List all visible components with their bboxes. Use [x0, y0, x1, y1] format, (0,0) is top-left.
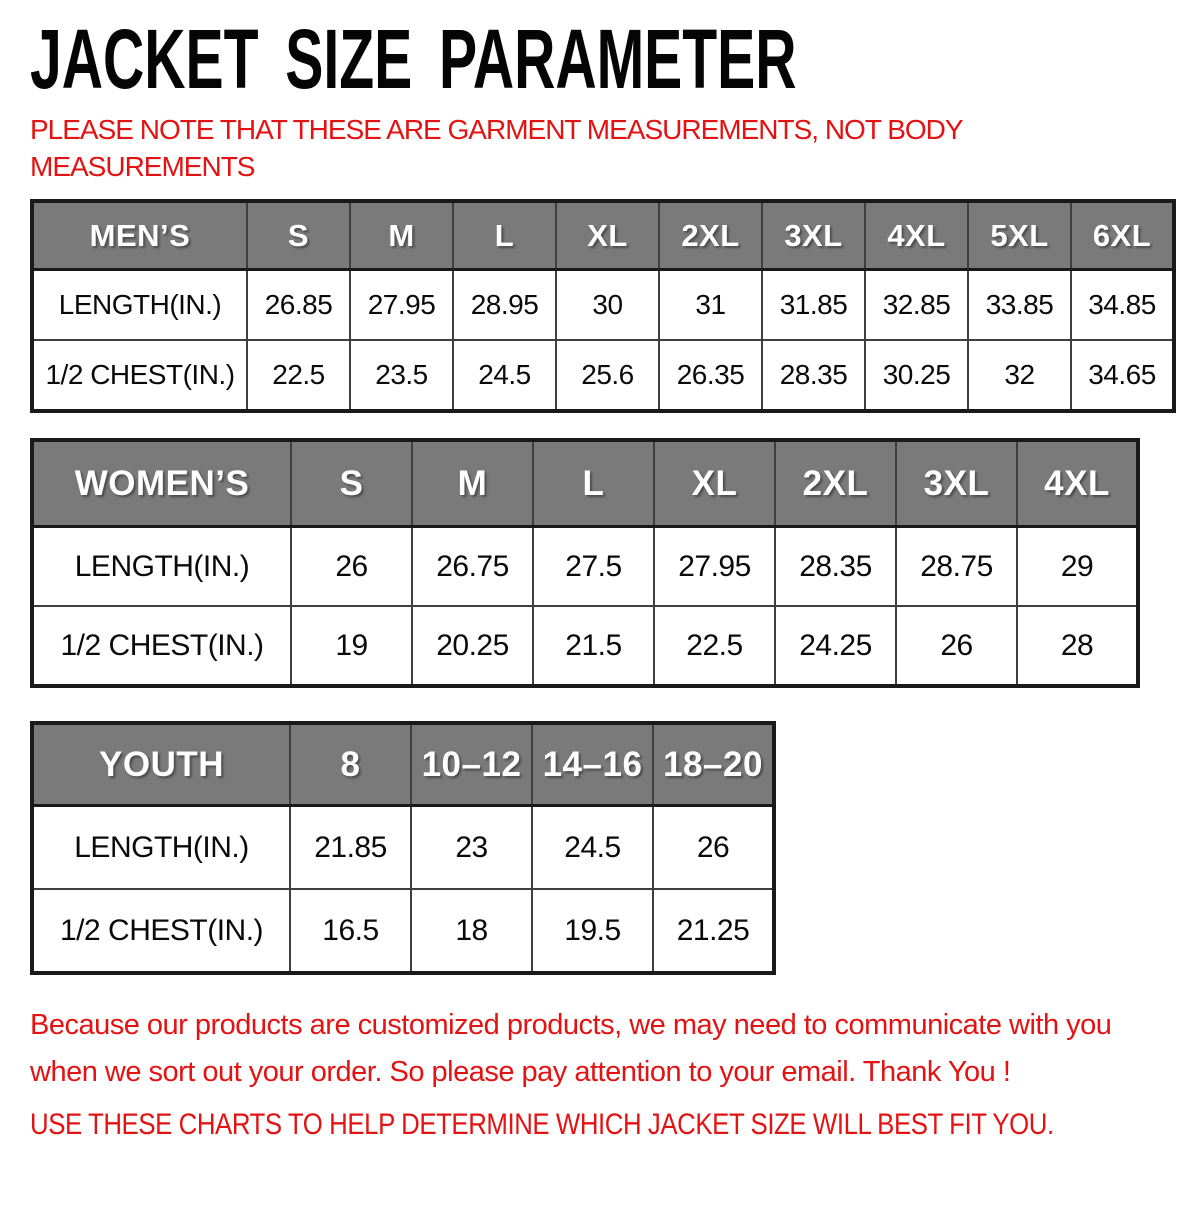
mens-size-value-cell: 34.65	[1071, 340, 1174, 411]
womens-size-value-cell: 26	[896, 606, 1017, 686]
youth-size-value-cell: 26	[653, 805, 774, 889]
mens-size-value-cell: 28.95	[453, 269, 556, 340]
mens-size-column-header: XL	[556, 201, 659, 269]
womens-size-value-cell: 19	[291, 606, 412, 686]
mens-measurement-row	[32, 269, 1174, 340]
youth-measurement-row	[32, 805, 774, 889]
womens-size-value-cell: 29	[1017, 526, 1138, 606]
womens-size-value-cell: 28.75	[896, 526, 1017, 606]
youth-row-label: 1/2 CHEST(IN.)	[32, 889, 290, 973]
womens-size-value-cell: 20.25	[412, 606, 533, 686]
custom-order-note-line-1: Because our products are customized products, we may need to communicate with you	[30, 1009, 1112, 1042]
mens-row-label: LENGTH(IN.)	[32, 269, 247, 340]
custom-order-note	[30, 1002, 1200, 1095]
youth-size-value-cell: 19.5	[532, 889, 653, 973]
mens-size-column-header: L	[453, 201, 556, 269]
mens-size-value-cell: 25.6	[556, 340, 659, 411]
charts-usage-note: USE THESE CHARTS TO HELP DETERMINE WHICH JACKET SIZE WILL BEST FIT YOU.	[30, 1108, 1054, 1142]
mens-size-column-header: 2XL	[659, 201, 762, 269]
womens-size-value-cell: 26.75	[412, 526, 533, 606]
mens-size-column-header: S	[247, 201, 350, 269]
mens-size-value-cell: 31.85	[762, 269, 865, 340]
mens-measurement-row	[32, 340, 1174, 411]
youth-header-row	[32, 723, 774, 805]
youth-size-value-cell: 16.5	[290, 889, 411, 973]
mens-table-title-cell: MEN’S	[32, 201, 247, 269]
youth-table-title-cell: YOUTH	[32, 723, 290, 805]
mens-size-value-cell: 32	[968, 340, 1071, 411]
garment-note-line-2: MEASUREMENTS	[30, 151, 255, 183]
womens-table-title-cell: WOMEN’S	[32, 440, 291, 526]
mens-size-value-cell: 30	[556, 269, 659, 340]
womens-size-table	[30, 438, 1140, 688]
mens-size-value-cell: 26.85	[247, 269, 350, 340]
mens-header-row	[32, 201, 1174, 269]
mens-size-value-cell: 30.25	[865, 340, 968, 411]
size-tables-container	[0, 199, 1200, 975]
womens-size-value-cell: 26	[291, 526, 412, 606]
mens-size-value-cell: 28.35	[762, 340, 865, 411]
mens-size-table	[30, 199, 1176, 413]
garment-note	[30, 112, 1200, 186]
youth-size-column-header: 8	[290, 723, 411, 805]
womens-size-column-header: 4XL	[1017, 440, 1138, 526]
womens-row-label: 1/2 CHEST(IN.)	[32, 606, 291, 686]
mens-size-value-cell: 32.85	[865, 269, 968, 340]
youth-size-value-cell: 21.85	[290, 805, 411, 889]
womens-size-column-header: L	[533, 440, 654, 526]
youth-row-label: LENGTH(IN.)	[32, 805, 290, 889]
mens-size-value-cell: 33.85	[968, 269, 1071, 340]
womens-size-value-cell: 28	[1017, 606, 1138, 686]
garment-note-line-1: PLEASE NOTE THAT THESE ARE GARMENT MEASUREMENTS, NOT BODY	[30, 114, 963, 146]
mens-size-value-cell: 22.5	[247, 340, 350, 411]
jacket-size-chart-page	[0, 12, 1200, 1224]
custom-order-note-line-2: when we sort out your order. So please pay attention to your email. Thank You !	[30, 1055, 1011, 1088]
womens-size-value-cell: 21.5	[533, 606, 654, 686]
womens-size-column-header: 2XL	[775, 440, 896, 526]
womens-size-column-header: 3XL	[896, 440, 1017, 526]
mens-size-value-cell: 24.5	[453, 340, 556, 411]
youth-size-column-header: 14–16	[532, 723, 653, 805]
page-title: JACKET SIZE PARAMETER	[30, 12, 797, 106]
youth-size-value-cell: 24.5	[532, 805, 653, 889]
womens-size-value-cell: 27.5	[533, 526, 654, 606]
youth-size-value-cell: 18	[411, 889, 532, 973]
youth-size-column-header: 10–12	[411, 723, 532, 805]
mens-size-column-header: M	[350, 201, 453, 269]
womens-size-value-cell: 22.5	[654, 606, 775, 686]
womens-size-value-cell: 24.25	[775, 606, 896, 686]
mens-size-value-cell: 34.85	[1071, 269, 1174, 340]
youth-size-table	[30, 721, 776, 975]
mens-size-value-cell: 27.95	[350, 269, 453, 340]
youth-size-value-cell: 21.25	[653, 889, 774, 973]
youth-size-column-header: 18–20	[653, 723, 774, 805]
youth-size-value-cell: 23	[411, 805, 532, 889]
womens-size-column-header: M	[412, 440, 533, 526]
womens-measurement-row	[32, 526, 1138, 606]
mens-size-value-cell: 23.5	[350, 340, 453, 411]
womens-measurement-row	[32, 606, 1138, 686]
mens-size-column-header: 4XL	[865, 201, 968, 269]
womens-size-column-header: S	[291, 440, 412, 526]
womens-size-value-cell: 28.35	[775, 526, 896, 606]
youth-measurement-row	[32, 889, 774, 973]
mens-size-value-cell: 26.35	[659, 340, 762, 411]
mens-size-column-header: 6XL	[1071, 201, 1174, 269]
womens-row-label: LENGTH(IN.)	[32, 526, 291, 606]
mens-row-label: 1/2 CHEST(IN.)	[32, 340, 247, 411]
womens-header-row	[32, 440, 1138, 526]
mens-size-column-header: 5XL	[968, 201, 1071, 269]
mens-size-column-header: 3XL	[762, 201, 865, 269]
mens-size-value-cell: 31	[659, 269, 762, 340]
womens-size-column-header: XL	[654, 440, 775, 526]
womens-size-value-cell: 27.95	[654, 526, 775, 606]
